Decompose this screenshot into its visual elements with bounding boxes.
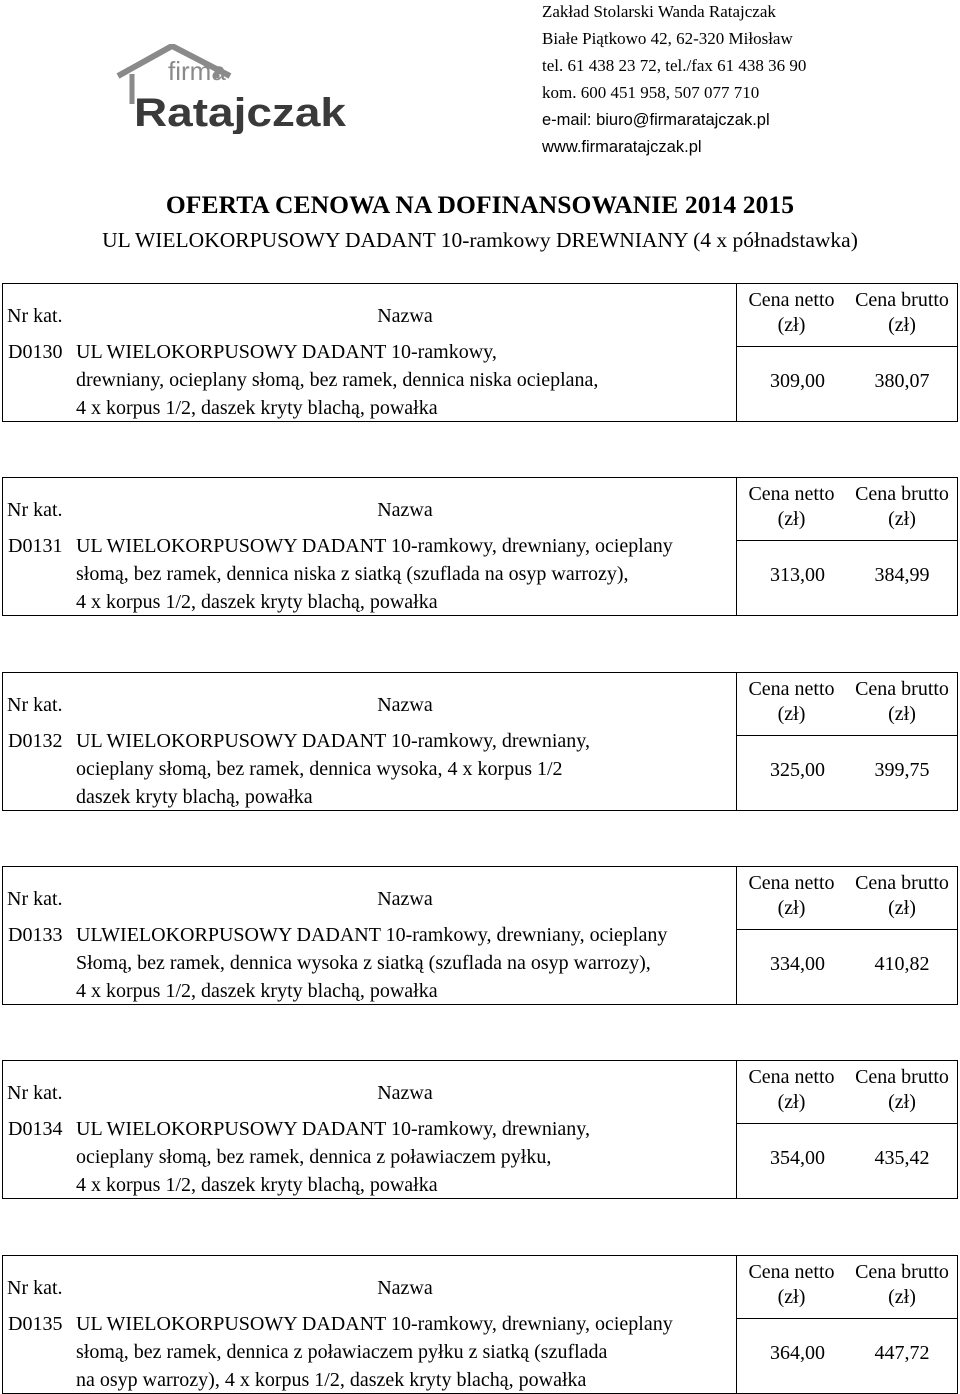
description-line: UL WIELOKORPUSOWY DADANT 10-ramkowy, [76,341,497,363]
offer-title: OFERTA CENOWA NA DOFINANSOWANIE 2014 2015 [165,190,795,219]
description-line: UL WIELOKORPUSOWY DADANT 10-ramkowy, drewniany, [76,1118,590,1140]
header-nazwa: Nazwa [377,888,433,910]
logo-text-top: firma [168,56,226,86]
header-cena-brutto: Cena brutto (zł) [855,1261,949,1308]
product-code: D0134 [8,1118,63,1140]
product-description [76,1115,590,1199]
header-nazwa: Nazwa [377,499,433,521]
description-line: UL WIELOKORPUSOWY DADANT 10-ramkowy, drewniany, [76,730,590,752]
logo-house-icon [112,44,352,134]
product-description [76,532,673,616]
description-line: UL WIELOKORPUSOWY DADANT 10-ramkowy, drewniany, ocieplany [76,535,673,557]
product-block-d0132: Nr kat. Nazwa Cena netto (zł) Cena brutto (zł) D0132 UL WIELOKORPUSOWY DADANT 10-ramkowy, drewniany, ocieplany słomą, bez ramek, dennica wysoka, 4 x korpus 1/2 daszek kryty blachą, powałka 325,00 399,75 [2,672,958,811]
header-nr-kat: Nr kat. [7,1277,63,1299]
product-code: D0130 [8,341,63,363]
company-logo [112,44,352,134]
logo-text-main: Ratajczak [134,91,347,134]
company-name: Zakład Stolarski Wanda Ratajczak [542,2,776,21]
price-brutto: 399,75 [874,759,930,781]
company-address: Białe Piątkowo 42, 62-320 Miłosław [542,29,793,48]
description-line: na osyp warrozy), 4 x korpus 1/2, daszek kryty blachą, powałka [76,1369,587,1391]
description-line: 4 x korpus 1/2, daszek kryty blachą, powałka [76,397,438,419]
price-brutto: 410,82 [874,953,930,975]
price-brutto: 380,07 [874,370,930,392]
header-cena-brutto: Cena brutto (zł) [855,678,949,725]
header-cena-brutto: Cena brutto (zł) [855,1066,949,1113]
header-nazwa: Nazwa [377,305,433,327]
company-website[interactable]: www.firmaratajczak.pl [542,138,702,156]
product-code: D0131 [8,535,63,557]
product-description [76,338,598,422]
offer-subtitle: UL WIELOKORPUSOWY DADANT 10-ramkowy DREWNIANY (4 x półnadstawka) [102,228,858,252]
description-line: 4 x korpus 1/2, daszek kryty blachą, powałka [76,1174,438,1196]
description-line: słomą, bez ramek, dennica niska z siatką (szuflada na osyp warrozy), [76,563,629,585]
company-mobile: kom. 600 451 958, 507 077 710 [542,83,760,102]
description-line: słomą, bez ramek, dennica z poławiaczem pyłku z siatką (szuflada [76,1341,608,1363]
header-cena-netto: Cena netto (zł) [748,289,835,336]
header-cena-netto: Cena netto (zł) [748,678,835,725]
price-brutto: 447,72 [874,1342,930,1364]
product-description [76,727,590,811]
header-nr-kat: Nr kat. [7,888,63,910]
header-nr-kat: Nr kat. [7,694,63,716]
company-email[interactable]: e-mail: biuro@firmaratajczak.pl [542,111,770,129]
description-line: drewniany, ocieplany słomą, bez ramek, dennica niska ocieplana, [76,369,599,391]
header-cena-brutto: Cena brutto (zł) [855,483,949,530]
header-cena-netto: Cena netto (zł) [748,483,835,530]
description-line: Słomą, bez ramek, dennica wysoka z siatką (szuflada na osyp warrozy), [76,952,651,974]
product-block-d0133: Nr kat. Nazwa Cena netto (zł) Cena brutto (zł) D0133 ULWIELOKORPUSOWY DADANT 10-ramkowy, drewniany, ocieplany Słomą, bez ramek, dennica wysoka z siatką (szuflada na osyp warrozy), 4 x korpus 1/2, daszek kryty blachą, powałka 334,00 410,82 [2,866,958,1005]
price-brutto: 435,42 [874,1147,930,1169]
header-nr-kat: Nr kat. [7,499,63,521]
product-code: D0135 [8,1313,63,1335]
header-nazwa: Nazwa [377,1082,433,1104]
product-code: D0133 [8,924,63,946]
product-description [76,921,667,1005]
header-nazwa: Nazwa [377,1277,433,1299]
header-nr-kat: Nr kat. [7,1082,63,1104]
product-block-d0131: Nr kat. Nazwa Cena netto (zł) Cena brutto (zł) D0131 UL WIELOKORPUSOWY DADANT 10-ramkowy, drewniany, ocieplany słomą, bez ramek, dennica niska z siatką (szuflada na osyp warrozy), 4 x korpus 1/2, daszek kryty blachą, powałka 313,00 384,99 [2,477,958,616]
product-block-d0135: Nr kat. Nazwa Cena netto (zł) Cena brutto (zł) D0135 UL WIELOKORPUSOWY DADANT 10-ramkowy, drewniany, ocieplany słomą, bez ramek, dennica z poławiaczem pyłku z siatką (szuflada na osyp warrozy), 4 x korpus 1/2, daszek kryty blachą, powałka 364,00 447,72 [2,1255,958,1394]
header-cena-netto: Cena netto (zł) [748,1066,835,1113]
description-line: daszek kryty blachą, powałka [76,786,313,808]
description-line: UL WIELOKORPUSOWY DADANT 10-ramkowy, drewniany, ocieplany [76,1313,673,1335]
company-phone: tel. 61 438 23 72, tel./fax 61 438 36 90 [542,56,807,75]
description-line: ocieplany słomą, bez ramek, dennica z poławiaczem pyłku, [76,1146,552,1168]
description-line: ocieplany słomą, bez ramek, dennica wysoka, 4 x korpus 1/2 [76,758,563,780]
header-cena-netto: Cena netto (zł) [748,1261,835,1308]
product-block-d0130: Nr kat. Nazwa Cena netto (zł) Cena brutto (zł) D0130 UL WIELOKORPUSOWY DADANT 10-ramkowy, drewniany, ocieplany słomą, bez ramek, dennica niska ocieplana, 4 x korpus 1/2, daszek kryty blachą, powałka 309,00 380,07 [2,283,958,422]
product-code: D0132 [8,730,63,752]
contact-block [542,0,952,162]
description-line: 4 x korpus 1/2, daszek kryty blachą, powałka [76,980,438,1002]
description-line: ULWIELOKORPUSOWY DADANT 10-ramkowy, drewniany, ocieplany [76,924,668,946]
header-nazwa: Nazwa [377,694,433,716]
header-cena-brutto: Cena brutto (zł) [855,289,949,336]
product-description [76,1310,673,1394]
header-nr-kat: Nr kat. [7,305,63,327]
header-cena-netto: Cena netto (zł) [748,872,835,919]
header-cena-brutto: Cena brutto (zł) [855,872,949,919]
product-block-d0134: Nr kat. Nazwa Cena netto (zł) Cena brutto (zł) D0134 UL WIELOKORPUSOWY DADANT 10-ramkowy, drewniany, ocieplany słomą, bez ramek, dennica z poławiaczem pyłku, 4 x korpus 1/2, daszek kryty blachą, powałka 354,00 435,42 [2,1060,958,1199]
description-line: 4 x korpus 1/2, daszek kryty blachą, powałka [76,591,438,613]
price-brutto: 384,99 [874,564,930,586]
